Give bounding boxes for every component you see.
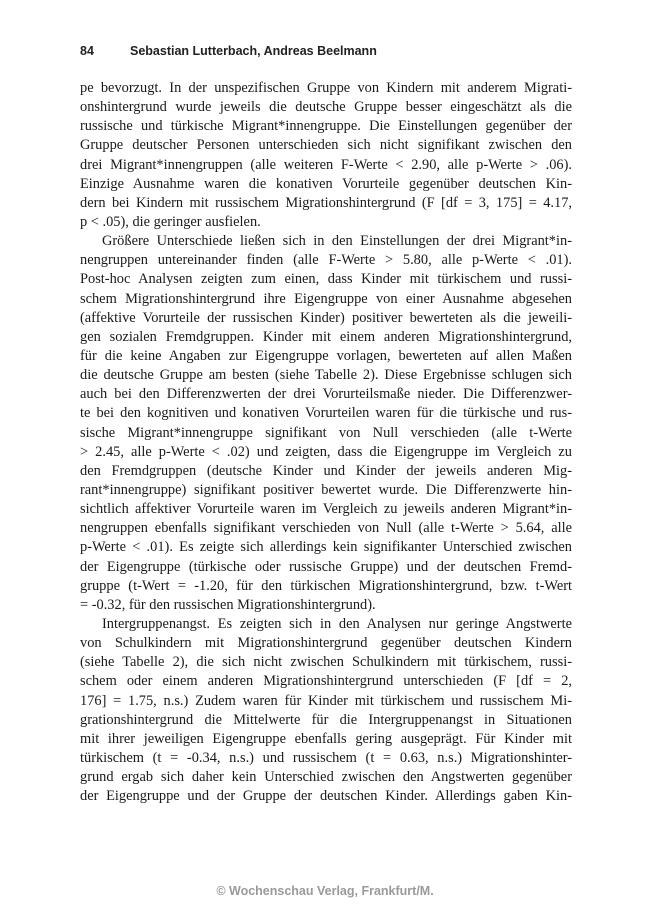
text-line: Post-hoc Analysen zeigten zum einen, dass Kinder mit türkischem und russi- [80, 271, 572, 288]
copyright-footer: © Wochenschau Verlag, Frankfurt/M. [216, 884, 434, 898]
text-line: gen sozialen Fremdgruppen. Kinder mit einem anderen Migrationshintergrund, [80, 328, 572, 345]
text-line: für die keine Angaben zur Eigengruppe vorlagen, bewerteten auf allen Maßen [80, 347, 572, 364]
page-number: 84 [80, 44, 94, 58]
text-line: schem oder einem anderen Migrationshintergrund unterschieden (F [df = 2, [80, 673, 572, 690]
text-line: (siehe Tabelle 2), die sich nicht zwischen Schulkindern mit türkischem, russi- [80, 654, 572, 671]
text-line: sische Migrant*innengruppe signifikant von Null verschieden (alle t-Werte [80, 424, 572, 441]
text-line: grationshintergrund die Mittelwerte für die Intergruppenangst in Situationen [80, 711, 572, 728]
text-line: onshintergrund wurde jeweils die deutsche Gruppe besser eingeschätzt als die [80, 99, 572, 116]
text-line: (affektive Vorurteile der russischen Kinder) positiver bewerteten als die jeweili- [80, 309, 572, 326]
text-line: > 2.45, alle p-Werte < .02) und zeigten, dass die Eigengruppe im Vergleich zu [80, 443, 572, 460]
text-line: pe bevorzugt. In der unspezifischen Gruppe von Kindern mit anderem Migrati- [80, 80, 572, 96]
text-line: grund ergab sich daher kein Unterschied zwischen den Angstwerten gegenüber [80, 769, 572, 786]
text-line: russische und türkische Migrant*innengruppe. Die Einstellungen gegenüber der [80, 118, 572, 135]
running-header [80, 44, 377, 58]
text-line: den Fremdgruppen (deutsche Kinder und Kinder der jeweils anderen Mig- [80, 462, 572, 479]
text-line: mit ihrer jeweiligen Eigengruppe ebenfalls gering ausgeprägt. Für Kinder mit [80, 730, 572, 747]
text-line: 176] = 1.75, n.s.) Zudem waren für Kinder mit türkischem und russischem Mi- [80, 692, 572, 709]
text-line: p-Werte < .01). Es zeigte sich allerdings kein signifikanter Unterschied zwischen [80, 539, 572, 556]
text-line: der Eigengruppe und der Gruppe der deutschen Kinder. Allerdings gaben Kin- [80, 788, 572, 805]
text-line: türkischem (t = -0.34, n.s.) und russischem (t = 0.63, n.s.) Migrationshinter- [80, 749, 572, 766]
text-line: te bei den kognitiven und konativen Vorurteilen waren für die türkische und rus- [80, 405, 572, 422]
text-line: der Eigengruppe (türkische oder russische Gruppe) und der deutschen Fremd- [80, 558, 572, 575]
text-line: sichtlich affektiver Vorurteile waren im Vergleich zu jeweils anderen Migrant*in- [80, 501, 572, 518]
text-line: Einzige Ausnahme waren die konativen Vorurteile gegenüber deutschen Kin- [80, 175, 572, 192]
text-line: drei Migrant*innengruppen (alle weiteren F-Werte < 2.90, alle p-Werte > .06). [80, 156, 572, 173]
text-line: Gruppe deutscher Personen unterschieden sich nicht signifikant zwischen den [80, 137, 572, 154]
text-line: p < .05), die geringer ausfielen. [80, 213, 261, 230]
body-text [80, 79, 572, 806]
text-line: dern bei Kindern mit russischem Migrationshintergrund (F [df = 3, 175] = 4.17, [80, 194, 572, 211]
text-line: schem Migrationshintergrund ihre Eigengruppe von einer Ausnahme abgesehen [80, 290, 572, 307]
text-line: von Schulkindern mit Migrationshintergrund gegenüber deutschen Kindern [80, 635, 572, 652]
text-line: = -0.32, für den russischen Migrationshintergrund). [80, 596, 376, 613]
text-line: die deutsche Gruppe am besten (siehe Tabelle 2). Diese Ergebnisse schlugen sich [80, 367, 572, 384]
running-head-authors: Sebastian Lutterbach, Andreas Beelmann [130, 44, 377, 58]
text-line: Intergruppenangst. Es zeigten sich in den Analysen nur geringe Angstwerte [102, 615, 572, 632]
text-line: Größere Unterschiede ließen sich in den Einstellungen der drei Migrant*in- [102, 233, 572, 250]
text-line: rant*innengruppe) signifikant positiver bewertet wurde. Die Differenzwerte hin- [80, 481, 572, 498]
text-line: auch bei den Differenzwerten der drei Vorurteilsmaße nieder. Die Differenzwer- [80, 386, 572, 403]
text-line: nengruppen ebenfalls signifikant verschieden von Null (alle t-Werte > 5.64, alle [80, 520, 572, 537]
text-line: nengruppen untereinander finden (alle F-Werte > 5.80, alle p-Werte < .01). [80, 252, 572, 269]
text-line: gruppe (t-Wert = -1.20, für den türkischen Migrationshintergrund, bzw. t-Wert [80, 577, 572, 594]
